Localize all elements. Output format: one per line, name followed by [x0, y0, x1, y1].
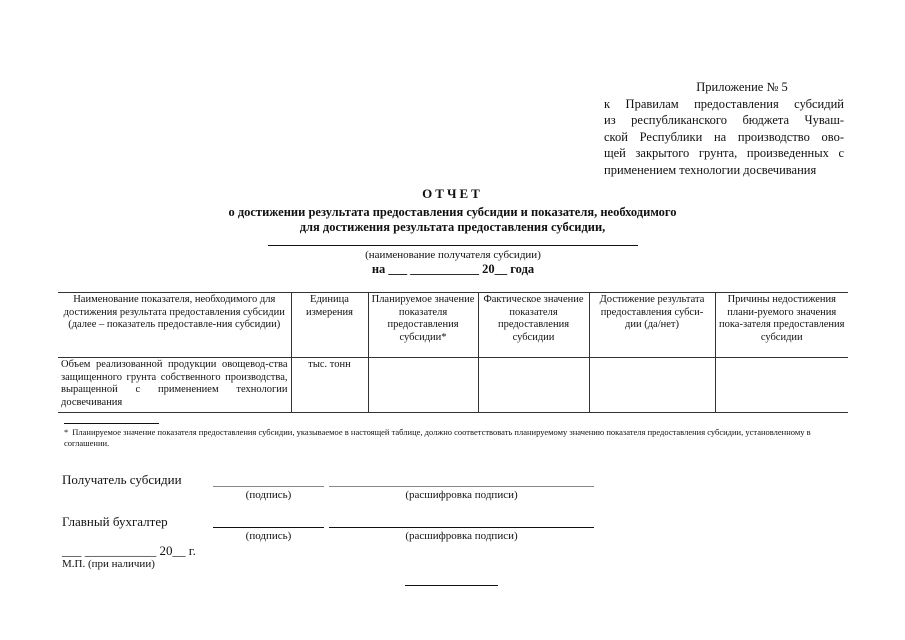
- appendix-line: ской Республики на производство ово-: [604, 129, 844, 144]
- footnote-divider: [64, 423, 159, 424]
- accountant-decryption-line: [329, 527, 594, 528]
- table-header-cell: Наименование показателя, необходимого для достижения результата предоставления субсидии (далее – показатель предоставле-ния субсидии): [58, 293, 291, 358]
- table-row: [58, 358, 848, 413]
- appendix-title: Приложение № 5: [696, 80, 788, 94]
- signature-date: ___ ___________ 20__ г.: [62, 543, 196, 558]
- footnote: [64, 427, 849, 448]
- recipient-decryption-line: [329, 486, 594, 487]
- appendix-block: [604, 79, 844, 178]
- table-cell-indicator: Объем реализованной продукции овощевод-ства защищенного грунта собственного производства, выращенной с применением технологии досвечивания: [58, 358, 291, 413]
- report-table: [58, 292, 848, 413]
- table-header-cell: Планируемое значение показателя предоставления субсидии*: [368, 293, 478, 358]
- recipient-signature-line: [213, 486, 324, 487]
- recipient-signature-label: Получатель субсидии: [62, 472, 182, 487]
- appendix-line: применением технологии досвечивания: [604, 162, 817, 177]
- accountant-signature-line: [213, 527, 324, 528]
- accountant-signature-label: Главный бухгалтер: [62, 514, 168, 529]
- report-subtitle-line: о достижении результата предоставления субсидии и показателя, необходимого: [228, 205, 677, 219]
- report-title: ОТЧЕТ: [422, 186, 483, 201]
- appendix-line: из республиканского бюджета Чуваш-: [604, 113, 844, 127]
- report-subtitle: [180, 205, 725, 235]
- stamp-note: М.П. (при наличии): [62, 558, 155, 570]
- bottom-divider: [405, 585, 498, 586]
- accountant-decryption-caption: (расшифровка подписи): [405, 530, 518, 542]
- footnote-text: Планируемое значение показателя предоставления субсидии, указываемое в настоящей таблице, должно соответствовать планируемому значению показателя предоставления субсидии, установленному в соглашении.: [64, 427, 811, 448]
- table-header-cell: Единица измерения: [291, 293, 368, 358]
- recipient-name-caption: (наименование получателя субсидии): [365, 249, 541, 261]
- table-cell-achievement: [589, 358, 715, 413]
- table-cell-planned: [368, 358, 478, 413]
- report-period: на ___ ___________ 20__ года: [371, 262, 535, 276]
- table-header-row: [58, 293, 848, 358]
- report-subtitle-line: для достижения результата предоставления субсидии,: [299, 220, 606, 234]
- appendix-line: щей закрытого грунта, произведенных с: [604, 146, 844, 160]
- recipient-signature-caption: (подпись): [245, 489, 292, 501]
- table-header-cell: Причины недостижения плани-руемого значения пока-зателя предоставления субсидии: [715, 293, 848, 358]
- footnote-mark: *: [64, 427, 69, 437]
- table-header-cell: Достижение результата предоставления субси-дии (да/нет): [589, 293, 715, 358]
- appendix-line: к Правилам предоставления субсидий: [604, 96, 844, 111]
- recipient-decryption-caption: (расшифровка подписи): [405, 489, 518, 501]
- table-header-cell: Фактическое значение показателя предоставления субсидии: [478, 293, 589, 358]
- recipient-name-line: [268, 245, 638, 246]
- accountant-signature-caption: (подпись): [245, 530, 292, 542]
- table-cell-actual: [478, 358, 589, 413]
- table-cell-unit: тыс. тонн: [291, 358, 368, 413]
- table-cell-reasons: [715, 358, 848, 413]
